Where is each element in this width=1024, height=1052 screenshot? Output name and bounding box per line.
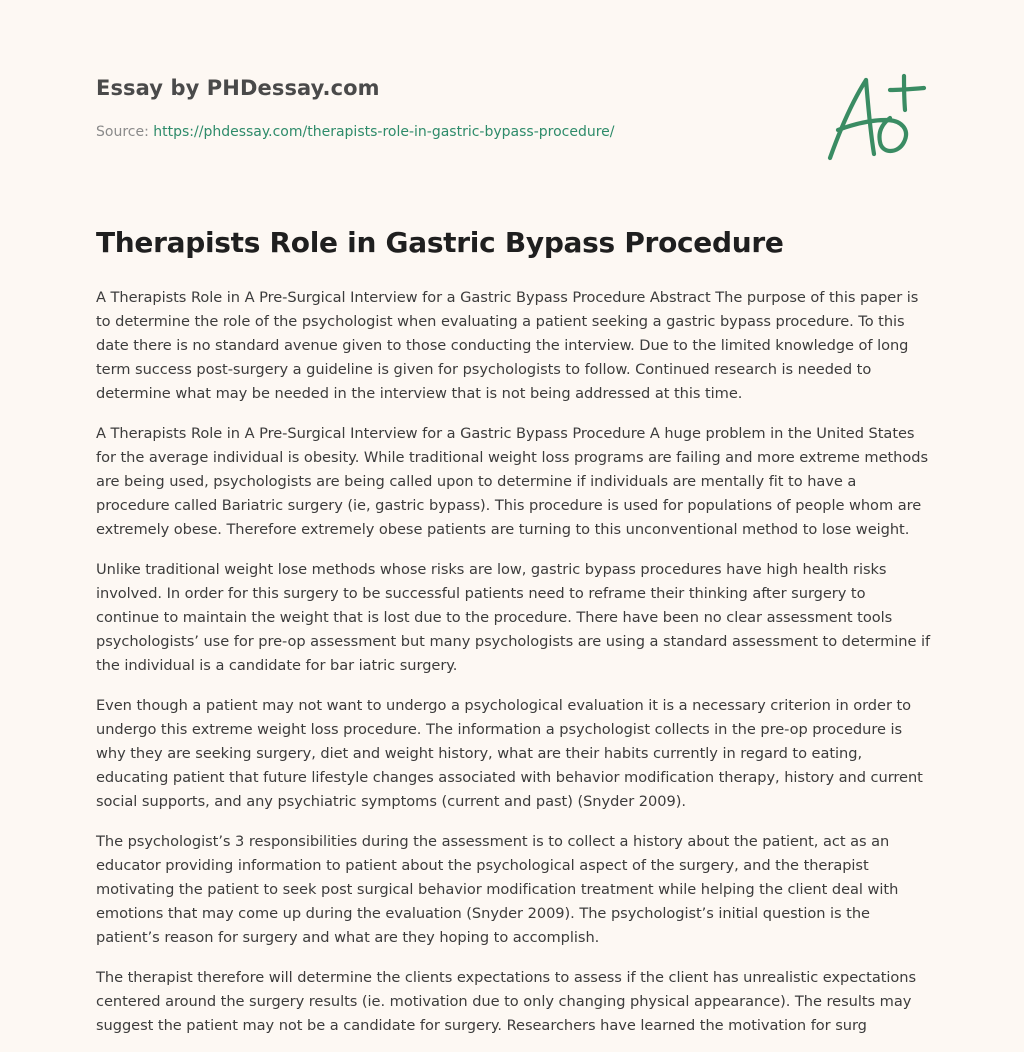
essay-title: Therapists Role in Gastric Bypass Procedure — [96, 226, 784, 259]
source-link[interactable]: https://phdessay.com/therapists-role-in-gastric-bypass-procedure/ — [153, 124, 615, 140]
paragraph: The therapist therefore will determine the clients expectations to assess if the client has unrealistic expectations centered around the surgery results (ie. motivation due to only changing physical appearance). The results may suggest the patient may not be a candidate for surgery. Researchers have learned the motivation for surg — [96, 969, 917, 1034]
paragraph: The psychologist’s 3 responsibilities during the assessment is to collect a history about the patient, act as an educator providing information to patient about the psychological aspect of the surgery, and the therapist motivating the patient to seek post surgical behavior modification treatment while helping the client deal with emotions that may come up during the evaluation (Snyder 2009). The psychologist’s initial question is the patient’s reason for surgery and what are they hoping to accomplish. — [96, 833, 899, 946]
source-line — [96, 124, 796, 140]
page-header — [96, 76, 796, 140]
source-label: Source: — [96, 124, 154, 140]
essay-body — [96, 286, 932, 1052]
paragraph: Unlike traditional weight lose methods whose risks are low, gastric bypass procedures have high health risks involved. In order for this surgery to be successful patients need to reframe their thinking after surgery to continue to maintain the weight that is lost due to the procedure. There have been no clear assessment tools psychologists’ use for pre-op assessment but many psychologists are using a standard assessment to determine if the individual is a candidate for bar iatric surgery. — [96, 561, 931, 674]
paragraph: A Therapists Role in A Pre-Surgical Interview for a Gastric Bypass Procedure A huge problem in the United States for the average individual is obesity. While traditional weight loss programs are failing and more extreme methods are being used, psychologists are being called upon to determine if individuals are mentally fit to have a procedure called Bariatric surgery (ie, gastric bypass). This procedure is used for populations of people whom are extremely obese. Therefore extremely obese patients are turning to this unconventional method to lose weight. — [96, 425, 929, 538]
site-title: Essay by PHDessay.com — [96, 76, 380, 100]
a-plus-logo-icon — [820, 68, 930, 168]
paragraph: A Therapists Role in A Pre-Surgical Interview for a Gastric Bypass Procedure Abstract The purpose of this paper is to determine the role of the psychologist when evaluating a patient seeking a gastric bypass procedure. To this date there is no standard avenue given to those conducting the interview. Due to the limited knowledge of long term success post-surgery a guideline is given for psychologists to follow. Continued research is needed to determine what may be needed in the interview that is not being addressed at this time. — [96, 289, 919, 402]
paragraph: Even though a patient may not want to undergo a psychological evaluation it is a necessary criterion in order to undergo this extreme weight loss procedure. The information a psychologist collects in the pre-op procedure is why they are seeking surgery, diet and weight history, what are their habits currently in regard to eating, educating patient that future lifestyle changes associated with behavior modification therapy, history and current social supports, and any psychiatric symptoms (current and past) (Snyder 2009). — [96, 697, 923, 810]
